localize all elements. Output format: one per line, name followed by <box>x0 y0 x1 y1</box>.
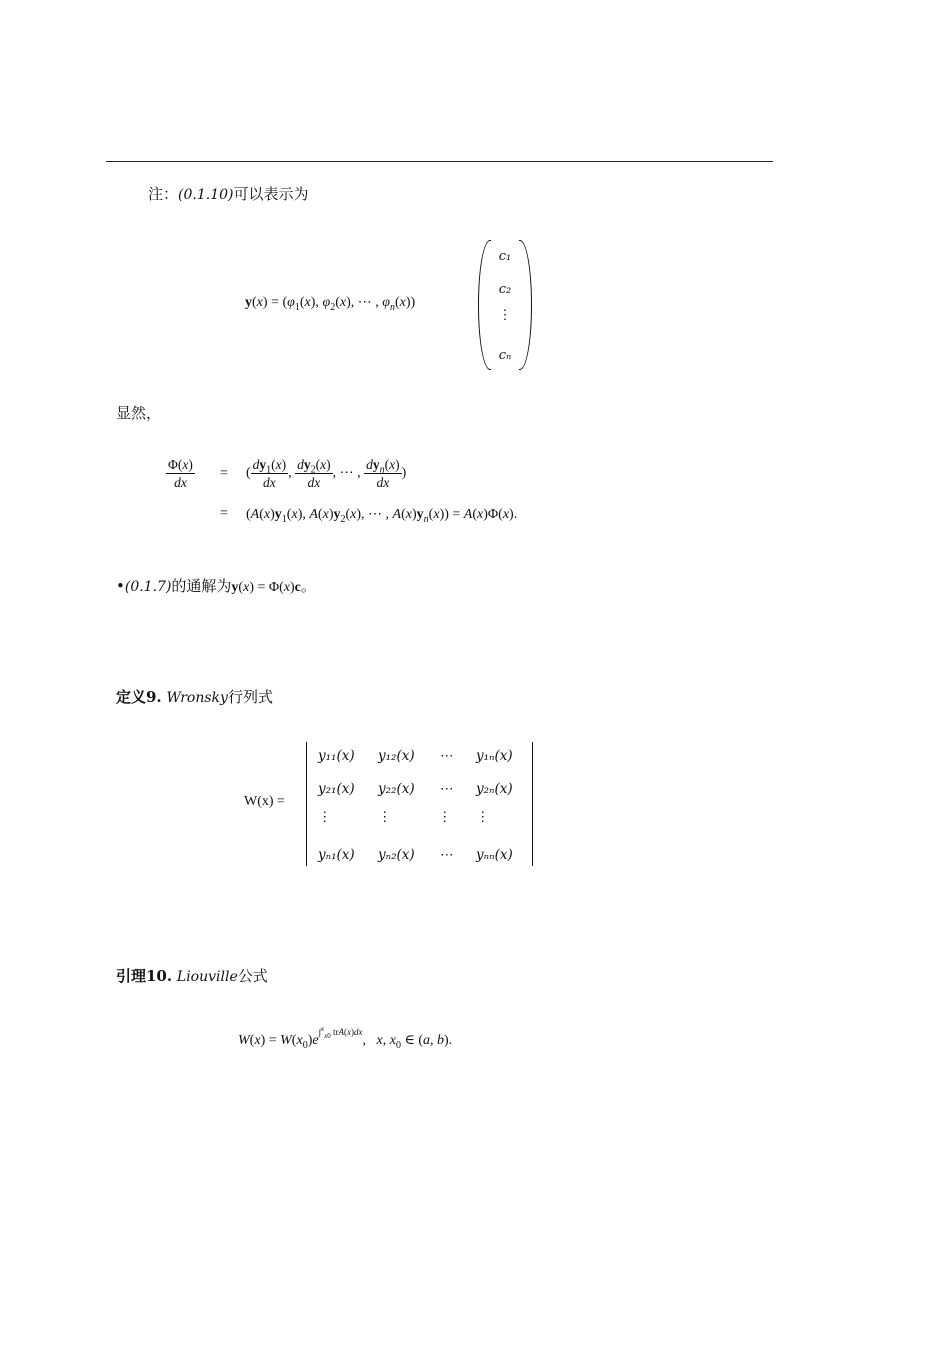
bullet-line <box>116 576 316 598</box>
definition-label: 定义9. <box>116 688 162 706</box>
definition-heading <box>116 687 273 708</box>
eq-derivative-lhs: $\frac{\Phi(x)}{dx}$ <box>168 457 193 490</box>
note-ref: (0.1.10) <box>178 187 234 203</box>
lemma-heading <box>116 966 268 987</box>
det-cell: yₙ₁(x) <box>318 847 355 863</box>
lemma-label: 引理10. <box>116 967 173 985</box>
det-cell: ⋮ <box>438 809 452 825</box>
vector-entry: c₂ <box>498 282 512 297</box>
obviously-text: 显然， <box>116 404 162 422</box>
note-prefix: 注： <box>148 185 179 203</box>
header-rule <box>106 161 773 162</box>
bullet-text: 的通解为 <box>171 577 232 595</box>
det-left-bar <box>306 742 307 866</box>
eq-derivative-eq1: = <box>220 466 228 481</box>
left-paren <box>478 240 491 370</box>
eq-derivative-line2: ($A(x)y_1(x)$, $A(x)y_2(x)$, ⋯ , $A(x)y_n(x)) = A(x)\Phi(x)$. <box>246 507 518 525</box>
det-cell: y₂₁(x) <box>318 781 355 797</box>
eq-derivative-eq2: = <box>220 506 228 521</box>
eq-liouville: $W(x) = W(x_0)e^{\int^x_{x0} trA(x)dx}$, x, $x_0$ ∈ (a, b). <box>238 1025 453 1051</box>
bullet-formula: y(x) = Φ(x)c <box>231 580 301 595</box>
det-cell: yₙ₂(x) <box>378 847 415 863</box>
det-cell: ⋯ <box>440 781 454 797</box>
det-cell: y₂₂(x) <box>378 781 415 797</box>
det-cell: y₁ₙ(x) <box>476 748 513 764</box>
vector-entry: cₙ <box>498 348 512 363</box>
det-cell: y₁₁(x) <box>318 748 355 764</box>
bullet-end: 。 <box>300 577 316 595</box>
definition-title: 行列式 <box>227 688 273 706</box>
det-right-bar <box>532 742 533 866</box>
note-line <box>148 184 308 205</box>
lemma-name: Liouville <box>176 969 238 985</box>
eq-vector-lhs: $y(x) = (\varphi_1(x)$, $\varphi_2(x)$, ⋯ , $\varphi_n(x)$) <box>245 295 416 313</box>
bullet-ref: (0.1.7) <box>124 579 172 595</box>
det-cell: y₁₂(x) <box>378 748 415 764</box>
det-cell: ⋯ <box>440 847 454 863</box>
bullet-mark: • <box>116 577 125 595</box>
vector-entry: c₁ <box>498 249 512 264</box>
eq-derivative-line1: ( $\frac{dy_1(x)}{dx}$ , $\frac{dy_2(x)}{dx}$ , ⋯ , $\frac{dy_n(x)}{dx}$ ) <box>246 457 407 490</box>
wronsky-lhs: W(x) = <box>244 794 285 809</box>
right-paren <box>519 240 532 370</box>
det-cell: ⋮ <box>318 809 332 825</box>
det-cell: y₂ₙ(x) <box>476 781 513 797</box>
det-cell: ⋮ <box>378 809 392 825</box>
lemma-title: 公式 <box>237 967 268 985</box>
det-cell: yₙₙ(x) <box>476 847 513 863</box>
det-cell: ⋯ <box>440 748 454 764</box>
det-cell: ⋮ <box>476 809 490 825</box>
vector-entry: ⋮ <box>498 308 512 323</box>
column-vector <box>478 240 532 368</box>
definition-name: Wronsky <box>166 690 228 706</box>
note-suffix: 可以表示为 <box>233 185 309 203</box>
